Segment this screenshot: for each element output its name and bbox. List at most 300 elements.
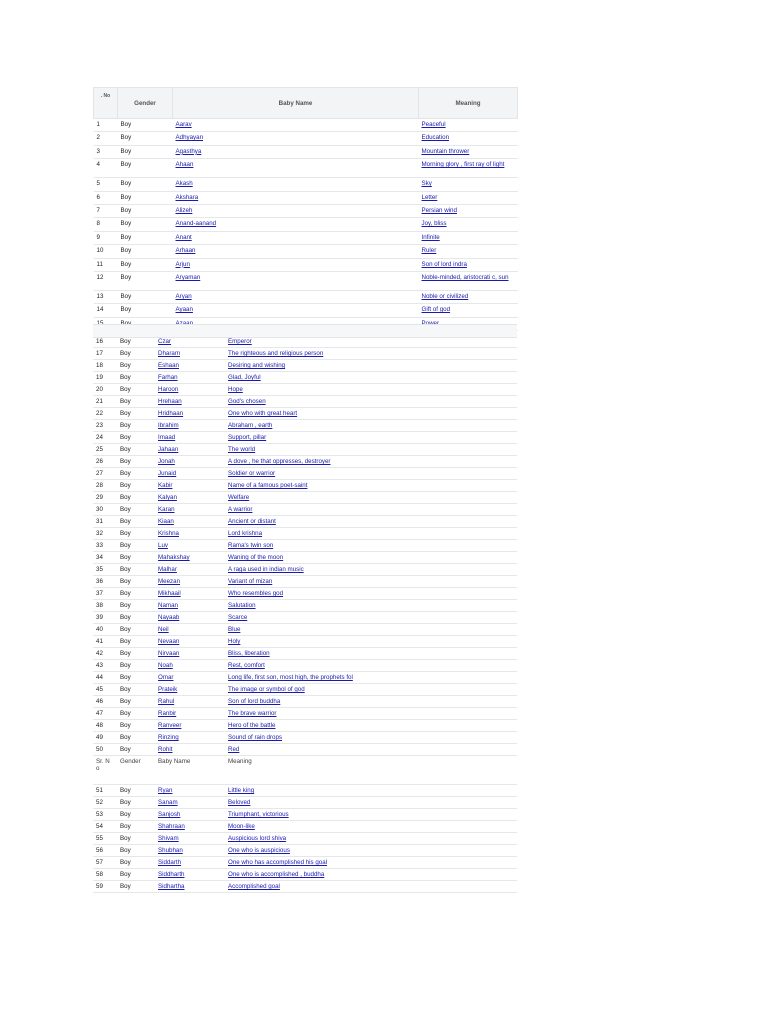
row-gender: Boy xyxy=(117,833,155,845)
row-gender: Boy xyxy=(117,480,155,492)
name-meaning xyxy=(225,408,517,420)
name-meaning-link[interactable]: Holy xyxy=(228,638,241,645)
table-row xyxy=(93,528,517,540)
baby-name-link[interactable]: Aryan xyxy=(175,292,192,300)
name-meaning-link[interactable]: A dove , he that oppresses, destroyer xyxy=(228,458,331,465)
baby-name xyxy=(155,785,225,797)
name-meaning-link[interactable]: Bliss, liberation xyxy=(228,650,270,657)
row-number: 43 xyxy=(93,660,117,672)
baby-name-link[interactable]: Arhaan xyxy=(175,247,196,255)
row-number: 25 xyxy=(93,444,117,456)
baby-name-link[interactable]: Siddarth xyxy=(158,859,182,866)
baby-name xyxy=(155,528,225,540)
name-meaning-link[interactable]: The image or symbol of god xyxy=(228,686,305,693)
baby-name xyxy=(155,384,225,396)
row-gender: Boy xyxy=(117,516,155,528)
table-row xyxy=(93,468,517,480)
name-meaning-link[interactable]: One who has accomplished his goal xyxy=(228,859,328,866)
name-meaning xyxy=(225,516,517,528)
name-meaning-link[interactable]: The brave warrior xyxy=(228,710,277,717)
baby-name xyxy=(173,271,419,290)
name-meaning-link[interactable]: Welfare xyxy=(228,494,250,501)
name-meaning-link[interactable]: Hope xyxy=(228,386,243,393)
row-number: 40 xyxy=(93,624,117,636)
name-meaning-link[interactable]: Education xyxy=(421,134,450,142)
table-row xyxy=(93,564,517,576)
name-meaning-link[interactable]: A warrior xyxy=(228,506,253,513)
name-meaning xyxy=(225,797,517,809)
name-meaning xyxy=(225,744,517,756)
row-gender: Boy xyxy=(117,384,155,396)
row-number: 18 xyxy=(93,360,117,372)
row-gender: Boy xyxy=(118,231,173,244)
row-number: 37 xyxy=(93,588,117,600)
name-meaning xyxy=(225,684,517,696)
baby-name-link[interactable]: Kiaan xyxy=(158,518,174,525)
row-number: 11 xyxy=(94,258,118,271)
baby-name xyxy=(155,744,225,756)
table-row xyxy=(93,492,517,504)
row-number: 52 xyxy=(93,797,117,809)
table-row xyxy=(94,159,518,178)
name-meaning-link[interactable]: Sky xyxy=(421,180,432,188)
row-number: 56 xyxy=(93,845,117,857)
baby-name xyxy=(155,552,225,564)
name-meaning-link[interactable]: Gift of god xyxy=(421,306,451,314)
table-row xyxy=(94,191,518,204)
row-gender: Boy xyxy=(117,797,155,809)
baby-name-link[interactable]: Junaid xyxy=(158,470,177,477)
table-row xyxy=(93,612,517,624)
table-row xyxy=(93,336,517,348)
row-number: 20 xyxy=(93,384,117,396)
table-row xyxy=(93,684,517,696)
col-header-name: Baby Name xyxy=(173,88,419,119)
row-number: 21 xyxy=(93,396,117,408)
baby-name-link[interactable]: Rahul xyxy=(158,698,175,705)
row-number: 13 xyxy=(94,290,118,303)
table-row xyxy=(93,444,517,456)
row-number: 47 xyxy=(93,708,117,720)
col-header-meaning: Meaning xyxy=(419,88,518,119)
baby-name-link[interactable]: Sanam xyxy=(158,799,178,806)
baby-name-link[interactable]: Ibrahim xyxy=(158,422,179,429)
name-meaning xyxy=(225,821,517,833)
baby-name xyxy=(173,258,419,271)
baby-name-link[interactable]: Hridhaan xyxy=(158,410,184,417)
row-number: 7 xyxy=(94,204,118,217)
baby-name xyxy=(155,648,225,660)
row-number: 32 xyxy=(93,528,117,540)
name-meaning xyxy=(225,432,517,444)
row-gender: Boy xyxy=(117,360,155,372)
name-meaning-link[interactable]: Salutation xyxy=(228,602,256,609)
name-meaning-link[interactable]: Auspicious lord shiva xyxy=(228,835,287,842)
row-number: 35 xyxy=(93,564,117,576)
name-meaning-link[interactable]: Glad, Joyful xyxy=(228,374,261,381)
table-row xyxy=(93,480,517,492)
baby-name-link[interactable]: Naman xyxy=(158,602,178,609)
baby-name-link[interactable]: Shahraan xyxy=(158,823,185,830)
baby-name-link[interactable]: Ranbir xyxy=(158,710,177,717)
baby-name xyxy=(155,468,225,480)
row-gender: Boy xyxy=(117,348,155,360)
name-meaning xyxy=(225,672,517,684)
row-gender: Boy xyxy=(117,432,155,444)
row-number: 34 xyxy=(93,552,117,564)
row-number: 48 xyxy=(93,720,117,732)
baby-name-link[interactable]: Malhar xyxy=(158,566,177,573)
table-row xyxy=(93,797,517,809)
baby-name xyxy=(155,869,225,881)
table-row xyxy=(93,696,517,708)
name-meaning-link[interactable]: The righteous and religious person xyxy=(228,350,324,357)
name-meaning-link[interactable]: Moon-like xyxy=(228,823,255,830)
baby-name xyxy=(155,564,225,576)
baby-name xyxy=(155,660,225,672)
name-meaning xyxy=(225,540,517,552)
row-number: 12 xyxy=(94,271,118,290)
name-meaning-link[interactable]: Blue xyxy=(228,626,241,633)
baby-name xyxy=(155,348,225,360)
baby-name-link[interactable]: Neil xyxy=(158,626,169,633)
table-row xyxy=(94,145,518,158)
baby-name-link[interactable]: Omar xyxy=(158,674,174,681)
name-meaning xyxy=(419,145,518,158)
baby-name xyxy=(155,504,225,516)
name-meaning-link[interactable]: Son of lord buddha xyxy=(228,698,281,705)
name-meaning-link[interactable]: Name of a famous poet-saint xyxy=(228,482,308,489)
row-gender: Boy xyxy=(117,492,155,504)
name-meaning-link[interactable]: Support, pillar xyxy=(228,434,267,441)
baby-name-link[interactable]: Mikhaail xyxy=(158,590,181,597)
name-meaning xyxy=(225,857,517,869)
row-number: 55 xyxy=(93,833,117,845)
name-meaning-link[interactable]: Rama's twin son xyxy=(228,542,274,549)
baby-name-link[interactable]: Jonah xyxy=(158,458,175,465)
table-row xyxy=(93,420,517,432)
baby-name-link[interactable]: Krishna xyxy=(158,530,179,537)
name-meaning-link[interactable]: One who is accomplished , buddha xyxy=(228,871,325,878)
baby-name xyxy=(155,516,225,528)
name-meaning-link[interactable]: Noble-minded, aristocrati c, sun xyxy=(421,273,509,281)
row-gender: Boy xyxy=(117,744,155,756)
name-meaning-link[interactable]: Long life, first son, most high, the prophets fol xyxy=(228,674,353,681)
row-gender: Boy xyxy=(117,708,155,720)
name-meaning-link[interactable]: Lord krishna xyxy=(228,530,263,537)
name-meaning xyxy=(419,245,518,258)
name-meaning-link[interactable]: Mountain thrower xyxy=(421,147,470,155)
table-row xyxy=(93,540,517,552)
table-row xyxy=(94,271,518,290)
baby-name-link[interactable]: Agasthya xyxy=(175,147,202,155)
name-meaning xyxy=(225,708,517,720)
row-number: 28 xyxy=(93,480,117,492)
baby-name-link[interactable]: Eshaan xyxy=(158,362,179,369)
baby-name-link[interactable]: Prateik xyxy=(158,686,178,693)
baby-name xyxy=(155,845,225,857)
table-row xyxy=(93,744,517,756)
baby-name-link[interactable]: Dharam xyxy=(158,350,181,357)
name-meaning-link[interactable]: Morning glory , first ray of light xyxy=(421,161,505,169)
baby-name xyxy=(155,857,225,869)
row-number: 36 xyxy=(93,576,117,588)
baby-name xyxy=(155,636,225,648)
name-meaning-link[interactable]: Letter xyxy=(421,193,438,201)
name-meaning xyxy=(225,600,517,612)
name-meaning-link[interactable]: Abraham , earth xyxy=(228,422,273,429)
row-gender: Boy xyxy=(117,732,155,744)
baby-name-link[interactable]: Sanjosh xyxy=(158,811,181,818)
name-meaning-link[interactable]: Rest, comfort xyxy=(228,662,265,669)
name-meaning xyxy=(225,564,517,576)
table-row xyxy=(93,516,517,528)
mid-header-row xyxy=(93,756,517,785)
baby-name-link[interactable]: Mahakshay xyxy=(158,554,190,561)
row-number: 41 xyxy=(93,636,117,648)
name-meaning xyxy=(419,132,518,145)
name-meaning-link[interactable]: One who with great heart xyxy=(228,410,298,417)
baby-name-link[interactable]: Karan xyxy=(158,506,175,513)
name-meaning-link[interactable]: Beloved xyxy=(228,799,251,806)
name-meaning xyxy=(225,360,517,372)
name-meaning-link[interactable]: Who resembles god xyxy=(228,590,284,597)
row-gender: Boy xyxy=(117,684,155,696)
table-row xyxy=(93,588,517,600)
table-row xyxy=(93,504,517,516)
row-gender: Boy xyxy=(117,408,155,420)
row-gender: Boy xyxy=(118,258,173,271)
table-row xyxy=(93,821,517,833)
baby-name xyxy=(173,132,419,145)
baby-name-link[interactable]: Shivam xyxy=(158,835,179,842)
name-meaning xyxy=(225,660,517,672)
baby-name-link[interactable]: Siddharth xyxy=(158,871,185,878)
name-meaning-link[interactable]: Peaceful xyxy=(421,121,446,128)
table-row xyxy=(93,456,517,468)
row-gender: Boy xyxy=(117,672,155,684)
table-row xyxy=(94,178,518,191)
baby-name-link[interactable]: Adhyayan xyxy=(175,134,204,142)
baby-name-link[interactable]: Rinzing xyxy=(158,734,179,741)
name-meaning-link[interactable]: Desiring and wishing xyxy=(228,362,286,369)
row-number: 1 xyxy=(94,119,118,132)
row-number: 46 xyxy=(93,696,117,708)
baby-name-link[interactable]: Shubhan xyxy=(158,847,183,854)
row-number: 42 xyxy=(93,648,117,660)
name-meaning-link[interactable]: Accomplished goal xyxy=(228,883,280,890)
name-meaning-link[interactable]: Infinite xyxy=(421,233,440,241)
baby-name xyxy=(155,708,225,720)
name-meaning xyxy=(225,348,517,360)
row-gender: Boy xyxy=(117,612,155,624)
name-meaning xyxy=(225,636,517,648)
baby-name xyxy=(155,696,225,708)
baby-name-link[interactable]: Akshara xyxy=(175,193,199,201)
baby-name xyxy=(155,360,225,372)
baby-name-link[interactable]: Luv xyxy=(158,542,168,549)
row-number: 5 xyxy=(94,178,118,191)
row-gender: Boy xyxy=(118,119,173,132)
baby-name-link[interactable]: Aarav xyxy=(175,121,192,128)
baby-name-link[interactable]: Nirvaan xyxy=(158,650,180,657)
name-meaning xyxy=(225,336,517,348)
row-gender: Boy xyxy=(117,396,155,408)
names-table-2 xyxy=(93,336,517,893)
baby-name-link[interactable]: Kalyan xyxy=(158,494,177,501)
baby-name-link[interactable]: Czar xyxy=(158,338,172,345)
baby-name xyxy=(155,833,225,845)
baby-name xyxy=(155,672,225,684)
table-row xyxy=(93,660,517,672)
baby-name-link[interactable]: Ranveer xyxy=(158,722,182,729)
row-gender: Boy xyxy=(117,540,155,552)
table-row xyxy=(93,809,517,821)
baby-name-link[interactable]: Akash xyxy=(175,180,193,188)
row-gender: Boy xyxy=(117,845,155,857)
name-meaning xyxy=(225,624,517,636)
table-row xyxy=(94,119,518,132)
baby-name-link[interactable]: Nevaan xyxy=(158,638,180,645)
table-row xyxy=(93,881,517,893)
names-table-1 xyxy=(93,87,518,331)
baby-name-link[interactable]: Haroon xyxy=(158,386,179,393)
name-meaning-link[interactable]: One who is auspicious xyxy=(228,847,290,854)
table-row xyxy=(93,648,517,660)
baby-name-link[interactable]: Aryaman xyxy=(175,273,201,281)
baby-name xyxy=(173,218,419,231)
baby-name xyxy=(155,720,225,732)
name-meaning xyxy=(419,178,518,191)
row-number: 8 xyxy=(94,218,118,231)
baby-name xyxy=(155,492,225,504)
row-number: 24 xyxy=(93,432,117,444)
row-gender: Boy xyxy=(118,159,173,178)
row-number: 14 xyxy=(94,304,118,317)
name-meaning-link[interactable]: Joy, bliss xyxy=(421,220,447,228)
name-meaning xyxy=(225,504,517,516)
row-number: 31 xyxy=(93,516,117,528)
table-row xyxy=(94,231,518,244)
baby-name xyxy=(173,245,419,258)
table-row xyxy=(93,432,517,444)
name-meaning xyxy=(225,696,517,708)
name-meaning xyxy=(225,372,517,384)
baby-name xyxy=(155,444,225,456)
baby-name-link[interactable]: Meezan xyxy=(158,578,181,585)
baby-name xyxy=(155,456,225,468)
name-meaning-link[interactable]: Sound of rain drops xyxy=(228,734,283,741)
name-meaning-link[interactable]: Variant of mizan xyxy=(228,578,273,585)
name-meaning-link[interactable]: Soldier or warrior xyxy=(228,470,276,477)
row-gender: Boy xyxy=(117,372,155,384)
baby-name xyxy=(155,408,225,420)
baby-name xyxy=(155,612,225,624)
table-row xyxy=(94,218,518,231)
baby-name xyxy=(155,797,225,809)
baby-name xyxy=(173,191,419,204)
row-number: 53 xyxy=(93,809,117,821)
baby-name-link[interactable]: Jahaan xyxy=(158,446,179,453)
baby-name-link[interactable]: Anant xyxy=(175,233,192,241)
table-row xyxy=(93,360,517,372)
name-meaning-link[interactable]: The world xyxy=(228,446,256,453)
baby-name-link[interactable]: Sidhartha xyxy=(158,883,185,890)
name-meaning-link[interactable]: Scarce xyxy=(228,614,248,621)
table-row xyxy=(93,732,517,744)
baby-name-link[interactable]: Ryan xyxy=(158,787,173,794)
baby-name xyxy=(155,396,225,408)
name-meaning-link[interactable]: A raga used in indian music xyxy=(228,566,304,573)
row-gender: Boy xyxy=(118,271,173,290)
baby-name-link[interactable]: Imaad xyxy=(158,434,176,441)
row-gender: Boy xyxy=(117,576,155,588)
row-gender: Boy xyxy=(117,564,155,576)
baby-name-link[interactable]: Hrehaan xyxy=(158,398,182,405)
name-meaning-link[interactable]: Waning of the moon xyxy=(228,554,284,561)
baby-name-link[interactable]: Anand-aanand xyxy=(175,220,217,228)
baby-name-link[interactable]: Ayaan xyxy=(175,306,193,314)
name-meaning-link[interactable]: Ruler xyxy=(421,247,437,255)
baby-name xyxy=(155,540,225,552)
row-gender: Boy xyxy=(117,528,155,540)
row-number: 58 xyxy=(93,869,117,881)
name-meaning-link[interactable]: God's chosen xyxy=(228,398,266,405)
row-number: 57 xyxy=(93,857,117,869)
row-gender: Boy xyxy=(117,456,155,468)
baby-name xyxy=(155,732,225,744)
name-meaning xyxy=(225,588,517,600)
row-gender: Boy xyxy=(117,869,155,881)
name-meaning-link[interactable]: Persian wind xyxy=(421,206,457,214)
name-meaning-link[interactable]: Emperor xyxy=(228,338,252,345)
row-number: 33 xyxy=(93,540,117,552)
table-row xyxy=(93,600,517,612)
baby-name-link[interactable]: Kabir xyxy=(158,482,173,489)
baby-name-link[interactable]: Arjun xyxy=(175,260,190,268)
row-gender: Boy xyxy=(117,821,155,833)
baby-name-link[interactable]: Rohit xyxy=(158,746,173,753)
name-meaning xyxy=(419,271,518,290)
baby-name-link[interactable]: Ahaan xyxy=(175,161,194,169)
col-header-sno: . No xyxy=(94,88,118,119)
row-gender: Boy xyxy=(118,304,173,317)
baby-name xyxy=(155,432,225,444)
row-number: 22 xyxy=(93,408,117,420)
name-meaning-link[interactable]: Red xyxy=(228,746,240,753)
row-number: 51 xyxy=(93,785,117,797)
name-meaning-link[interactable]: Triumphant, victorious xyxy=(228,811,289,818)
name-meaning xyxy=(225,480,517,492)
row-number: 27 xyxy=(93,468,117,480)
baby-name xyxy=(173,231,419,244)
baby-name-link[interactable]: Farhan xyxy=(158,374,178,381)
name-meaning-link[interactable]: Hero of the battle xyxy=(228,722,276,729)
baby-name-link[interactable]: Nayaab xyxy=(158,614,180,621)
row-gender: Boy xyxy=(118,245,173,258)
name-meaning-link[interactable]: Son of lord indra xyxy=(421,260,467,268)
name-meaning-link[interactable]: Little king xyxy=(228,787,255,794)
name-meaning xyxy=(225,396,517,408)
baby-name xyxy=(173,145,419,158)
name-meaning xyxy=(225,720,517,732)
name-meaning-link[interactable]: Noble or civilized xyxy=(421,292,469,300)
baby-name-link[interactable]: Alizeh xyxy=(175,206,193,214)
row-gender: Boy xyxy=(118,204,173,217)
name-meaning-link[interactable]: Ancient or distant xyxy=(228,518,276,525)
baby-name-link[interactable]: Noah xyxy=(158,662,173,669)
name-meaning xyxy=(419,204,518,217)
